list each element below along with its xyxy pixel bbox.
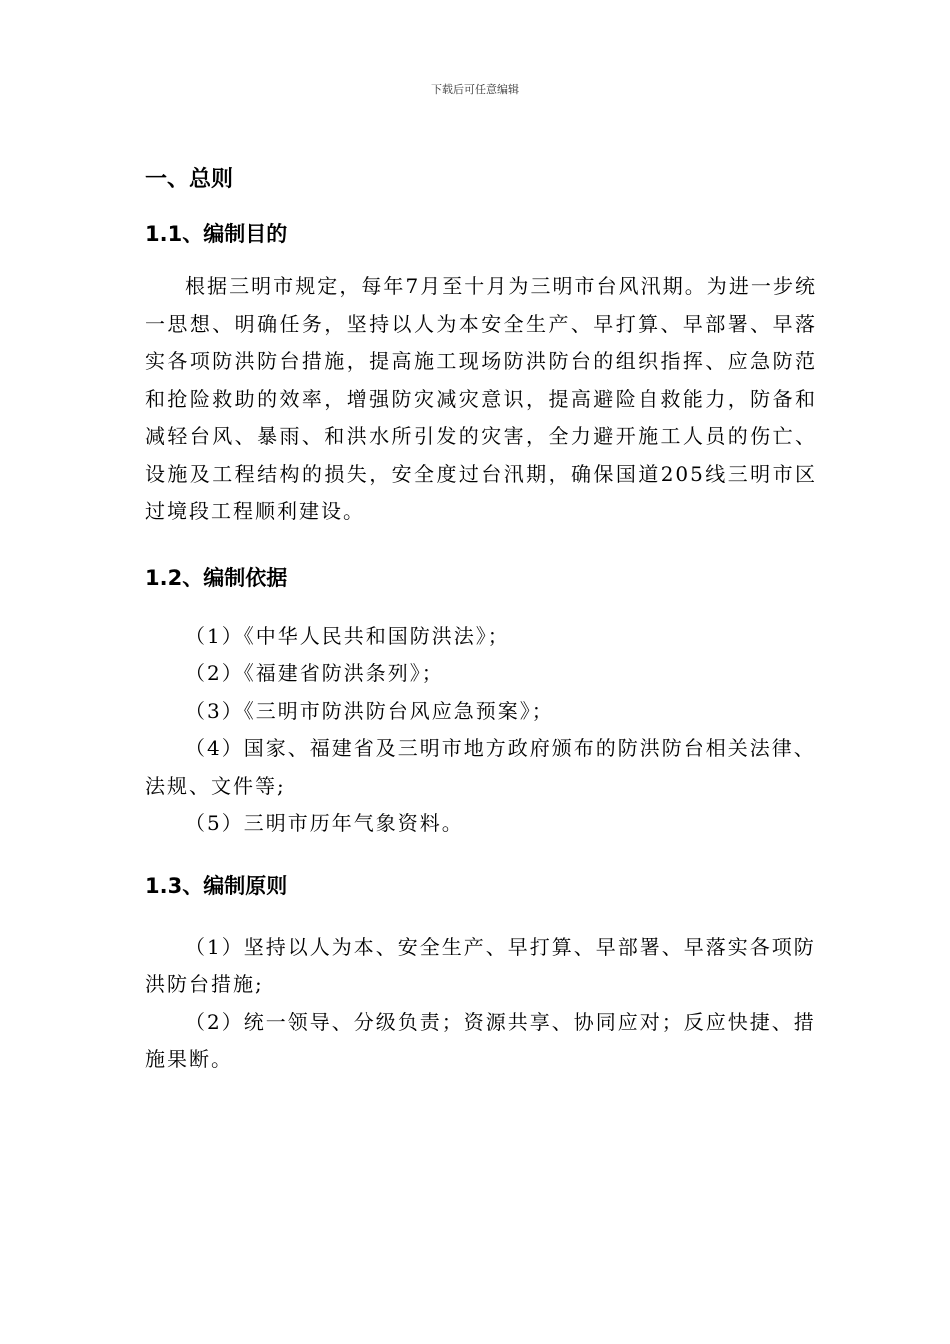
header-note: 下载后可任意编辑 [431, 83, 519, 96]
list-item: （4）国家、福建省及三明市地方政府颁布的防洪防台相关法律、法规、文件等; [145, 736, 816, 798]
list-item: （5）三明市历年气象资料。 [185, 811, 464, 835]
list-principles [145, 929, 817, 1079]
list-item: （2）《福建省防洪条列》； [185, 661, 444, 685]
list-item: （3）《三明市防洪防台风应急预案》； [185, 698, 554, 723]
heading-principles: 1.3、编制原则 [145, 873, 288, 898]
list-basis [145, 618, 817, 843]
list-item: （1）《中华人民共和国防洪法》； [185, 623, 510, 648]
list-item: （2）统一领导、分级负责；资源共享、协同应对；反应快捷、措施果断。 [145, 1009, 816, 1071]
document-body [145, 160, 817, 1079]
list-item: （1）坚持以人为本、安全生产、早打算、早部署、早落实各项防洪防台措施; [145, 934, 816, 996]
paragraph-purpose: 根据三明市规定，每年7月至十月为三明市台风汛期。为进一步统一思想、明确任务，坚持以人为本安全生产、早打算、早部署、早落实各项防洪防台措施，提高施工现场防洪防台的组织指挥、应急防范和抢险救助的效率，增强防灾减灾意识，提高避险自救能力，防备和减轻台风、暴雨、和洪水所引发的灾害，全力避开施工人员的伤亡、设施及工程结构的损失，安全度过台汛期，确保国道205线三明市区过境段工程顺利建设。 [145, 274, 817, 523]
heading-basis: 1.2、编制依据 [145, 565, 288, 590]
section-title: 一、总则 [145, 167, 234, 192]
heading-purpose: 1.1、编制目的 [145, 222, 288, 246]
